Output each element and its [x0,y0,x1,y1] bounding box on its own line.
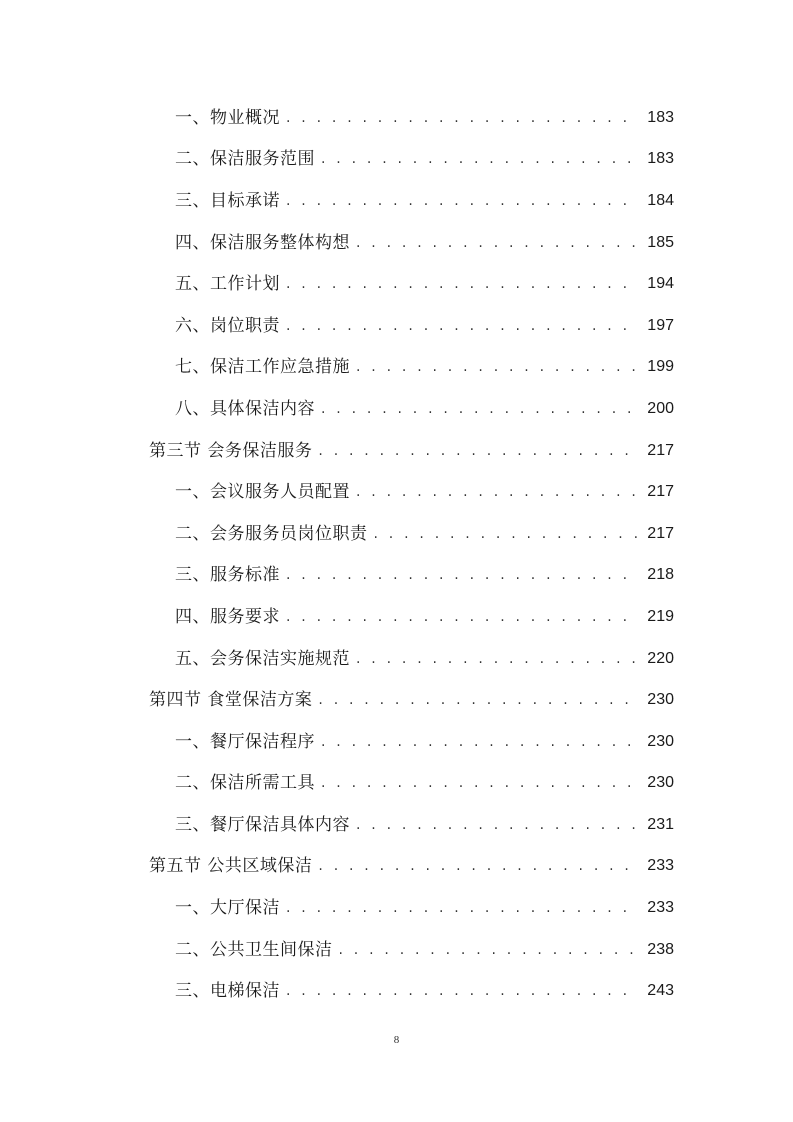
toc-dot-leader [286,898,638,918]
toc-subsection-entry[interactable] [0,721,793,763]
table-of-contents [0,97,793,1012]
toc-entry-page-number: 238 [647,940,674,958]
page-number: 8 [393,1034,400,1046]
toc-entry-title: 五、会务保洁实施规范 [175,648,350,669]
toc-subsection-entry[interactable] [0,970,793,1012]
toc-subsection-entry[interactable] [0,388,793,430]
toc-dot-leader [286,108,638,128]
toc-subsection-entry[interactable] [0,555,793,597]
toc-entry-title: 四、保洁服务整体构想 [175,232,350,253]
toc-subsection-entry[interactable] [0,347,793,389]
toc-dot-leader [286,274,638,294]
toc-subsection-entry[interactable] [0,763,793,805]
toc-entry-title: 二、公共卫生间保洁 [175,939,333,960]
toc-entry-page-number: 217 [647,441,674,459]
toc-subsection-entry[interactable] [0,471,793,513]
toc-entry-title: 一、餐厅保洁程序 [175,731,315,752]
toc-entry-page-number: 243 [647,982,674,1000]
toc-entry-page-number: 185 [647,233,674,251]
toc-entry-page-number: 183 [647,150,674,168]
toc-dot-leader [321,732,638,752]
toc-entry-title: 三、服务标准 [175,565,280,586]
toc-entry-page-number: 230 [647,732,674,750]
toc-entry-title: 四、服务要求 [175,606,280,627]
toc-subsection-entry[interactable] [0,638,793,680]
toc-dot-leader [321,399,638,419]
toc-subsection-entry[interactable] [0,513,793,555]
toc-entry-page-number: 233 [647,857,674,875]
toc-entry-page-number: 199 [647,358,674,376]
toc-entry-title: 三、目标承诺 [175,190,280,211]
toc-entry-title: 三、餐厅保洁具体内容 [175,814,350,835]
toc-entry-page-number: 233 [647,899,674,917]
toc-subsection-entry[interactable] [0,887,793,929]
toc-dot-leader [356,815,638,835]
toc-entry-title: 八、具体保洁内容 [175,398,315,419]
toc-subsection-entry[interactable] [0,139,793,181]
toc-dot-leader [286,565,638,585]
toc-section-entry[interactable] [0,846,793,888]
toc-entry-title: 七、保洁工作应急措施 [175,357,350,378]
toc-entry-title: 二、保洁服务范围 [175,149,315,170]
toc-entry-page-number: 219 [647,607,674,625]
toc-entry-page-number: 230 [647,774,674,792]
toc-dot-leader [286,607,638,627]
toc-subsection-entry[interactable] [0,305,793,347]
toc-dot-leader [321,149,638,169]
toc-entry-page-number: 230 [647,691,674,709]
toc-dot-leader [356,357,638,377]
toc-entry-page-number: 218 [647,566,674,584]
toc-entry-page-number: 194 [647,275,674,293]
toc-dot-leader [321,773,638,793]
toc-entry-page-number: 217 [647,524,674,542]
toc-subsection-entry[interactable] [0,222,793,264]
toc-entry-title: 一、物业概况 [175,107,280,128]
toc-entry-title: 第五节 公共区域保洁 [149,856,313,877]
toc-entry-page-number: 197 [647,316,674,334]
toc-dot-leader [356,233,638,253]
toc-entry-page-number: 184 [647,191,674,209]
toc-entry-page-number: 200 [647,399,674,417]
toc-dot-leader [318,441,638,461]
toc-dot-leader [286,191,638,211]
toc-dot-leader [286,981,638,1001]
toc-entry-title: 第四节 食堂保洁方案 [149,690,313,711]
toc-dot-leader [318,690,638,710]
toc-entry-page-number: 183 [647,108,674,126]
toc-subsection-entry[interactable] [0,929,793,971]
toc-entry-title: 五、工作计划 [175,274,280,295]
toc-section-entry[interactable] [0,430,793,472]
toc-entry-title: 一、会议服务人员配置 [175,482,350,503]
toc-entry-page-number: 217 [647,483,674,501]
toc-dot-leader [356,649,638,669]
toc-subsection-entry[interactable] [0,180,793,222]
toc-section-entry[interactable] [0,679,793,721]
toc-subsection-entry[interactable] [0,596,793,638]
toc-entry-page-number: 220 [647,649,674,667]
toc-subsection-entry[interactable] [0,804,793,846]
toc-entry-title: 第三节 会务保洁服务 [149,440,313,461]
toc-entry-title: 二、会务服务员岗位职责 [175,523,368,544]
toc-subsection-entry[interactable] [0,263,793,305]
toc-dot-leader [356,482,638,502]
toc-entry-title: 二、保洁所需工具 [175,773,315,794]
toc-dot-leader [339,940,639,960]
toc-entry-title: 一、大厅保洁 [175,898,280,919]
toc-entry-title: 三、电梯保洁 [175,981,280,1002]
toc-dot-leader [318,856,638,876]
toc-dot-leader [374,524,639,544]
toc-entry-title: 六、岗位职责 [175,315,280,336]
toc-entry-page-number: 231 [647,815,674,833]
toc-subsection-entry[interactable] [0,97,793,139]
toc-dot-leader [286,316,638,336]
